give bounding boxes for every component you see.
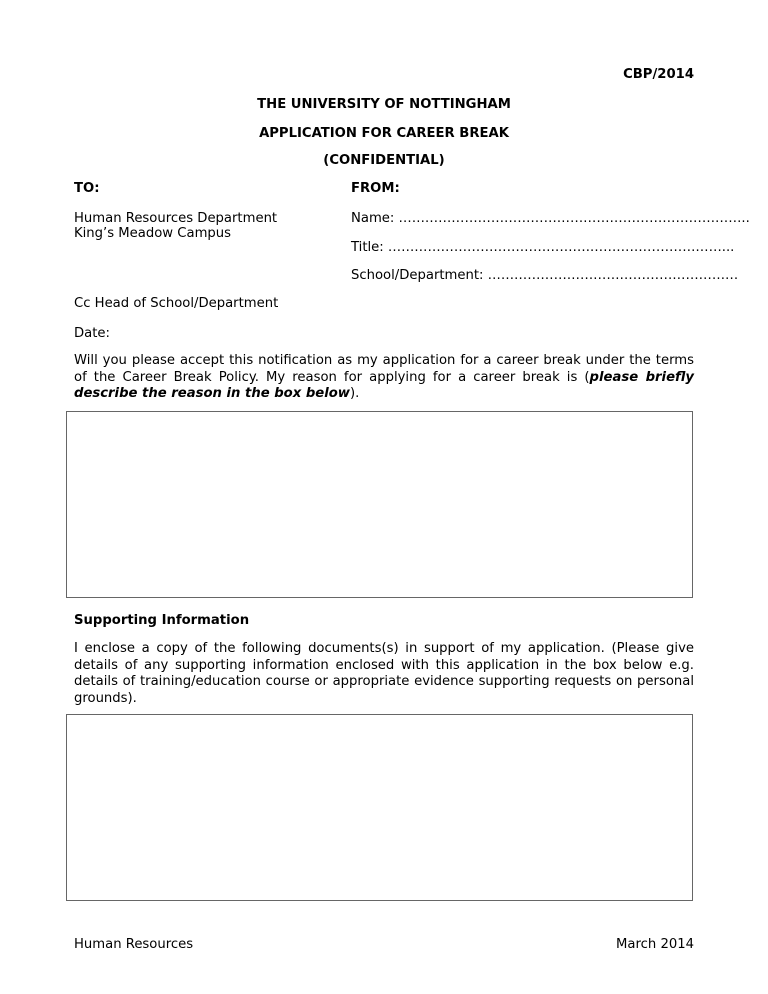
confidential-label: (CONFIDENTIAL) <box>323 153 445 168</box>
reason-text-start: Will you please accept this notification as my application for a career break under the terms of the Career Break Policy. My reason for applying for a career break is ( <box>74 353 694 385</box>
footer-left: Human Resources <box>74 937 194 952</box>
supporting-heading: Supporting Information <box>74 613 250 628</box>
name-dotted-line: …………………………………………………………………….. <box>398 211 750 226</box>
footer-date: March 2014 <box>616 937 694 952</box>
reason-emphasis: please briefly describe the reason in the box below <box>74 369 694 401</box>
name-label: Name: <box>351 211 399 226</box>
title-label: Title: <box>351 240 388 255</box>
department-label: School/Department: <box>351 268 488 283</box>
supporting-box[interactable] <box>66 714 693 901</box>
reason-paragraph <box>74 353 694 403</box>
date-label: Date: <box>74 326 110 341</box>
department-dotted-line: ………………………………………………… <box>487 268 739 283</box>
university-name: THE UNIVERSITY OF NOTTINGHAM <box>257 97 511 112</box>
form-reference: CBP/2014 <box>623 67 694 82</box>
reason-text-end: ). <box>350 386 360 401</box>
to-label: TO: <box>74 181 100 196</box>
title-field[interactable] <box>351 240 734 255</box>
cc-line: Cc Head of School/Department <box>74 296 279 311</box>
department-field[interactable] <box>351 268 738 283</box>
to-department: Human Resources Department <box>74 211 278 226</box>
from-label: FROM: <box>351 181 400 196</box>
to-campus: King’s Meadow Campus <box>74 226 232 241</box>
supporting-paragraph: I enclose a copy of the following documents(s) in support of my application. (Please give details of any supporting information enclosed with this application in the box below e.g. details of training/education course or appropriate evidence supporting requests on personal grounds). <box>74 641 694 706</box>
name-field[interactable] <box>351 211 750 226</box>
title-dotted-line: ……………………………………….…………………………... <box>387 240 735 255</box>
form-title: APPLICATION FOR CAREER BREAK <box>259 126 509 141</box>
reason-box[interactable] <box>66 411 693 598</box>
